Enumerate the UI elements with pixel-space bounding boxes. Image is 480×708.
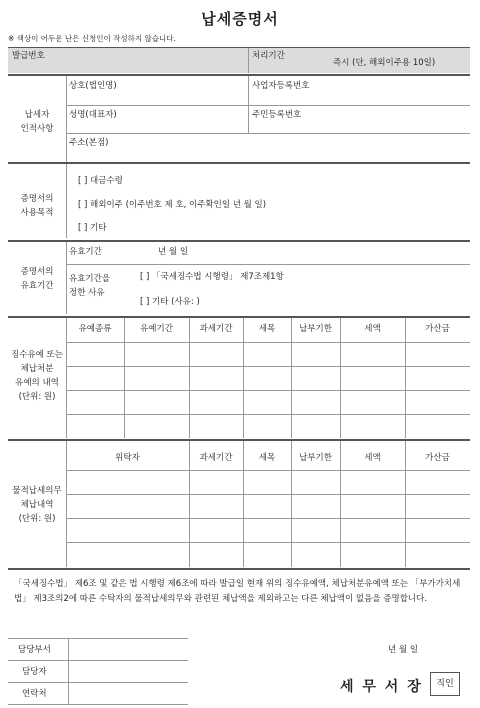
entrusted-header-trustor: 위탁자 [115,453,140,463]
processing-value: 즉시 (단, 해외이주용 10일) [333,58,436,68]
entrusted-header-surcharge: 가산금 [425,453,450,463]
official-seal: 직인 [430,672,460,696]
entrusted-header-due-date: 납부기한 [299,453,332,463]
deferred-header-period: 유예기간 [140,324,173,334]
company-label[interactable]: 상호(법인명) [69,81,117,91]
taxpayer-section-label: 납세자 인적사항 [20,110,54,134]
issue-no-label: 발급번호 [12,51,45,61]
deferred-header-tax-period: 과세기간 [199,324,233,334]
deferred-header-tax-item: 세목 [258,324,276,334]
validity-period-value[interactable]: 년 월 일 [158,247,189,257]
bizno-label[interactable]: 사업자등록번호 [252,81,310,91]
form-title: 납세증명서 [201,10,279,28]
processing-label: 처리기간 [252,51,285,61]
person-label: 담당자 [22,667,47,677]
validity-reason-option-decree[interactable]: [ ] 「국세징수법 시행령」 제7조제1항 [140,272,284,282]
deferred-header-type: 유예종류 [78,324,112,334]
purpose-option-payment[interactable]: [ ] 대금수령 [78,176,123,186]
deferred-header-due-date: 납부기한 [299,324,332,334]
form-note: ※ 색상이 어두운 난은 신청인이 작성하지 않습니다. [8,34,176,43]
purpose-option-emigration[interactable]: [ ] 해외이주 (이주번호 제 호, 이주확인일 년 월 일) [78,200,267,210]
deferred-header-surcharge: 가산금 [425,324,450,334]
purpose-option-other[interactable]: [ ] 기타 [78,223,107,233]
rrn-label[interactable]: 주민등록번호 [252,110,302,120]
certification-statement: 「국세징수법」 제6조 및 같은 법 시행령 제6조에 따라 발급일 현재 위의 징수유예액, 체납처분유예액 또는 「부가가치세법」 제3조의2에 따른 수탁자의 물적납세의무와 관련된 체납액을 제외하고는 다른 체납액이 없음을 증명합니다. [14,579,461,604]
tax-office-head: 세 무 서 장 [340,679,423,695]
entrusted-header-amount: 세액 [364,453,381,463]
purpose-section-label: 증명서의 사용목적 [20,194,54,218]
deferred-section-label: 징수유예 또는 체납처분 유예의 내역 (단위: 원) [11,350,63,402]
deferred-header-amount: 세액 [364,324,381,334]
name-label[interactable]: 성명(대표자) [69,110,117,120]
validity-reason-label: 유효기간을 정한 사유 [69,274,111,298]
entrusted-header-tax-period: 과세기간 [199,453,233,463]
phone-label: 연락처 [22,689,47,699]
dept-label: 담당부서 [18,645,51,655]
entrusted-header-tax-item: 세목 [258,453,276,463]
validity-reason-option-other[interactable]: [ ] 기타 (사유: ) [140,297,200,307]
issue-date[interactable]: 년 월 일 [388,645,419,655]
validity-period-label: 유효기간 [69,247,102,257]
address-label[interactable]: 주소(본점) [69,138,109,148]
validity-section-label: 증명서의 유효기간 [20,267,54,291]
entrusted-section-label: 물적납세의무 체납내역 (단위: 원) [12,486,62,524]
